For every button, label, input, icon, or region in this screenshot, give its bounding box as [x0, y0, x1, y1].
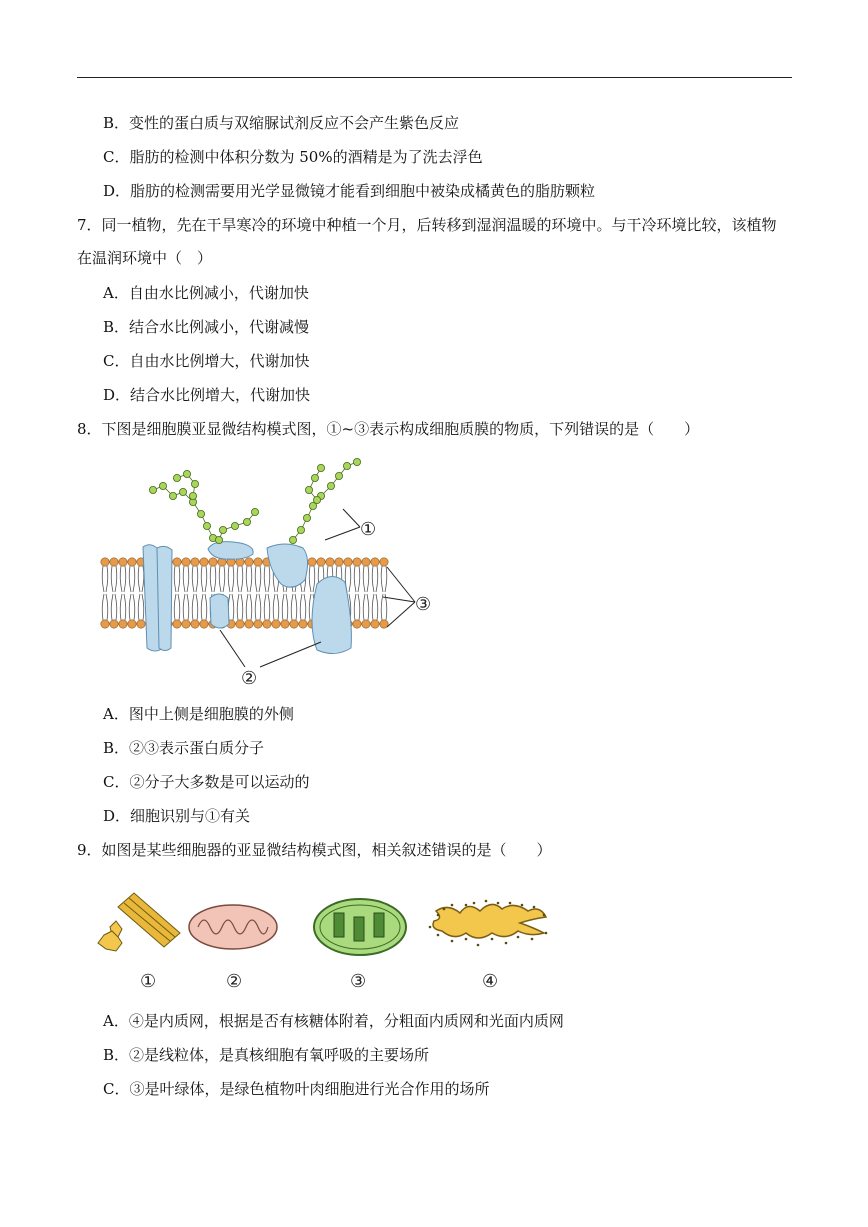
q8-option-d: D．细胞识别与①有关 [103, 807, 251, 825]
q7-option-b: B．结合水比例减小，代谢减慢 [103, 318, 310, 336]
label-1: ① [360, 519, 377, 540]
q7-stem-line2: 在温润环境中（ ） [77, 249, 213, 267]
q7-option-c: C．自由水比例增大，代谢加快 [103, 352, 310, 370]
organelle-label-4: ④ [482, 971, 499, 992]
chloroplast-icon [314, 899, 406, 992]
q7-option-d: D．结合水比例增大，代谢加快 [103, 386, 311, 404]
q6-option-d: D．脂肪的检测需要用光学显微镜才能看到细胞中被染成橘黄色的脂肪颗粒 [103, 182, 596, 200]
mitochondrion-icon [189, 905, 277, 992]
glycocalyx-chains [149, 458, 360, 543]
organelle-diagram [88, 885, 568, 995]
q8-option-a: A．图中上侧是细胞膜的外侧 [103, 705, 294, 723]
q9-option-c: C．③是叶绿体，是绿色植物叶肉细胞进行光合作用的场所 [103, 1080, 490, 1098]
organelle-label-2: ② [226, 971, 243, 992]
q9-option-a: A．④是内质网，根据是否有核糖体附着，分粗面内质网和光面内质网 [103, 1012, 564, 1030]
organelle-label-1: ① [140, 971, 157, 992]
q7-stem-line1: 7．同一植物，先在干旱寒冷的环境中种植一个月，后转移到湿润温暖的环境中。与干冷环境比较，该植物 [77, 216, 777, 234]
endoplasmic-reticulum-icon [429, 900, 548, 992]
q9-stem: 9．如图是某些细胞器的亚显微结构模式图，相关叙述错误的是（ ） [77, 841, 552, 859]
q6-option-c: C．脂肪的检测中体积分数为 50%的酒精是为了洗去浮色 [103, 148, 483, 166]
header-rule [77, 77, 792, 78]
q9-option-b: B．②是线粒体，是真核细胞有氧呼吸的主要场所 [103, 1046, 430, 1064]
q6-option-b: B．变性的蛋白质与双缩脲试剂反应不会产生紫色反应 [103, 114, 460, 132]
membrane-diagram [95, 452, 445, 692]
q7-option-a: A．自由水比例减小，代谢加快 [103, 284, 309, 302]
label-3: ③ [415, 594, 432, 615]
label-2: ② [241, 668, 258, 689]
q8-option-b: B．②③表示蛋白质分子 [103, 739, 265, 757]
q8-stem: 8．下图是细胞膜亚显微结构模式图，①~③表示构成细胞质膜的物质，下列错误的是（ ） [77, 420, 700, 438]
centriole-icon [98, 893, 180, 992]
q8-option-c: C．②分子大多数是可以运动的 [103, 773, 310, 791]
organelle-label-3: ③ [350, 971, 367, 992]
